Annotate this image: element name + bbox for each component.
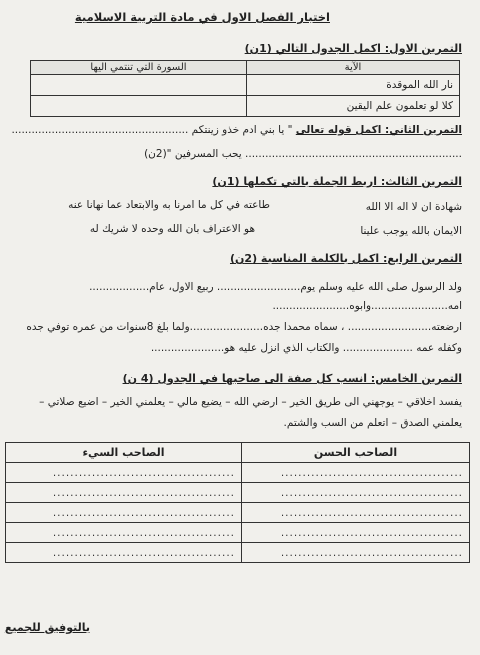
ex2-verse-start[interactable]: " يا بني ادم خذو زينتكم ..................................................... bbox=[11, 124, 293, 136]
ex5-good-blank[interactable]: .......................................... bbox=[242, 463, 470, 483]
ex5-bad-blank[interactable]: .......................................... bbox=[6, 483, 242, 503]
ex5-bad-blank[interactable]: .......................................... bbox=[6, 543, 242, 563]
ex4-line1[interactable]: ولد الرسول صلى الله عليه وسلم يوم......................... ربيع الاول، عام.................. bbox=[89, 281, 462, 293]
ex5-good-blank[interactable]: .......................................... bbox=[242, 503, 470, 523]
ex5-col-bad: الصاحب السيء bbox=[6, 443, 242, 463]
ex2-line2[interactable]: ................................................................. يحب المسرفين "(2ن) bbox=[144, 148, 462, 160]
ex5-text1: يفسد اخلاقي – يوجهني الى طريق الخير – ارضي الله – يضيع مالي – يعلمني الخير – اضيع صلاتي – bbox=[39, 396, 462, 408]
ex1-answer-2[interactable] bbox=[31, 96, 247, 117]
ex5-good-blank[interactable]: .......................................... bbox=[242, 543, 470, 563]
ex1-heading: التمرين الاول: اكمل الجدول التالي (1ن) bbox=[244, 42, 462, 55]
ex5-bad-blank[interactable]: .......................................... bbox=[6, 503, 242, 523]
ex1-verse-2: كلا لو تعلمون علم اليقين bbox=[247, 96, 460, 117]
footer-good-luck: بالتوفيق للجميع bbox=[4, 621, 90, 634]
ex5-good-blank[interactable]: .......................................... bbox=[242, 483, 470, 503]
ex5-good-blank[interactable]: .......................................... bbox=[242, 523, 470, 543]
ex1-table bbox=[30, 60, 460, 117]
ex2-line1 bbox=[11, 124, 462, 137]
exam-title: اختبار الفصل الاول في مادة التربية الاسلامية bbox=[74, 10, 330, 24]
ex5-table bbox=[5, 442, 470, 563]
ex1-col-surah: السورة التي تنتمي اليها bbox=[31, 61, 247, 75]
ex5-text2: يعلمني الصدق – اتعلم من السب والشتم. bbox=[283, 417, 462, 429]
ex5-bad-blank[interactable]: .......................................... bbox=[6, 463, 242, 483]
ex2-heading: التمرين الثاني: اكمل قوله تعالى bbox=[295, 124, 462, 136]
ex3-left-1[interactable]: طاعته في كل ما امرنا به والابتعاد عما نهانا عنه bbox=[68, 199, 270, 211]
ex4-heading: التمرين الرابع: اكمل بالكلمة المناسبة (2ن) bbox=[229, 252, 462, 265]
ex3-right-2[interactable]: الايمان بالله يوجب علينا bbox=[360, 225, 462, 237]
ex3-left-2[interactable]: هو الاعتراف بان الله وحده لا شريك له bbox=[89, 223, 255, 235]
ex3-heading: التمرين الثالث: اربط الجملة بالتي تكملها (1ن) bbox=[212, 175, 462, 188]
ex4-line2[interactable]: امه.......................وابوه....................... bbox=[272, 300, 462, 312]
ex3-right-1[interactable]: شهادة ان لا اله الا الله bbox=[365, 201, 462, 213]
ex4-line3[interactable]: ارضعته......................... ، سماه محمدا جده......................ولما بلغ 8سنوات من عمره توفي جده bbox=[26, 321, 462, 333]
ex5-col-good: الصاحب الحسن bbox=[242, 443, 470, 463]
ex4-line4[interactable]: وكفله عمه ..................... والكتاب الذي انزل عليه هو...................... bbox=[150, 342, 462, 354]
ex1-answer-1[interactable] bbox=[31, 75, 247, 96]
ex1-verse-1: نار الله الموقدة bbox=[247, 75, 460, 96]
ex5-bad-blank[interactable]: .......................................... bbox=[6, 523, 242, 543]
ex1-col-verse: الآية bbox=[247, 61, 460, 75]
ex5-heading: التمرين الخامس: انسب كل صفة الى صاحبها في الجدول (4 ن) bbox=[122, 372, 462, 385]
